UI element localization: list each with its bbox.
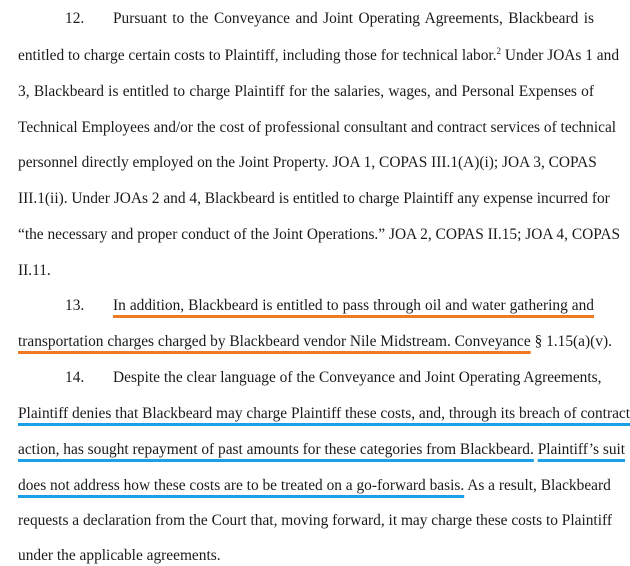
para14-line-6: under the applicable agreements. (18, 547, 221, 564)
para12-line-2 (18, 46, 620, 66)
para12-number: 12. (65, 10, 85, 27)
para12-text-1: Pursuant to the Conveyance and Joint Operating Agreements, Blackbeard is (113, 10, 594, 27)
para12-text-2b: Under JOAs 1 and (501, 47, 620, 64)
para14-highlight-3: Plaintiff’s suit (537, 441, 626, 458)
para12-line-1 (18, 9, 594, 29)
para13-line-2 (18, 332, 612, 352)
para14-text-4b: As a result, Blackbeard (464, 477, 611, 494)
para14-line-2 (18, 404, 630, 424)
para13-highlight-2: transportation charges charged by Blackbeard vendor Nile Midstream. Conveyance (18, 333, 531, 350)
para14-line-3 (18, 440, 626, 460)
para14-text-1: Despite the clear language of the Conveyance and Joint Operating Agreements, (113, 369, 602, 386)
para14-highlight-1: Plaintiff denies that Blackbeard may charge Plaintiff these costs, and, through its breach of contract (18, 405, 630, 422)
footnote-marker: 2 (496, 46, 502, 56)
para13-citation: § 1.15(a)(v). (530, 333, 612, 350)
para13-highlight-1: In addition, Blackbeard is entitled to pass through oil and water gathering and (113, 297, 594, 314)
para13-number: 13. (65, 297, 85, 314)
para13-line-1 (18, 296, 594, 316)
para12-text-2a: entitled to charge certain costs to Plaintiff, including those for technical labor. (18, 47, 497, 64)
para14-highlight-4: does not address how these costs are to be treated on a go-forward basis. (18, 477, 465, 494)
para12-line-5: personnel directly employed on the Joint Property. JOA 1, COPAS III.1(A)(i); JOA 3, COPAS (18, 154, 597, 171)
para14-line-5: requests a declaration from the Court that, moving forward, it may charge these costs to Plaintiff (18, 512, 612, 529)
para14-line-1 (18, 368, 602, 388)
para14-number: 14. (65, 369, 85, 386)
para14-line-4 (18, 476, 611, 496)
para12-line-4: Technical Employees and/or the cost of professional consultant and contract services of technical (18, 119, 617, 136)
para12-line-7: “the necessary and proper conduct of the Joint Operations.” JOA 2, COPAS II.15; JOA 4, COPAS (18, 226, 621, 243)
para12-line-3: 3, Blackbeard is entitled to charge Plaintiff for the salaries, wages, and Personal Expenses of (18, 83, 594, 100)
para12-line-8: II.11. (18, 262, 51, 279)
para14-highlight-2: action, has sought repayment of past amounts for these categories from Blackbeard. (18, 441, 534, 458)
para12-line-6: III.1(ii). Under JOAs 2 and 4, Blackbeard is entitled to charge Plaintiff any expense incurred for (18, 190, 610, 207)
